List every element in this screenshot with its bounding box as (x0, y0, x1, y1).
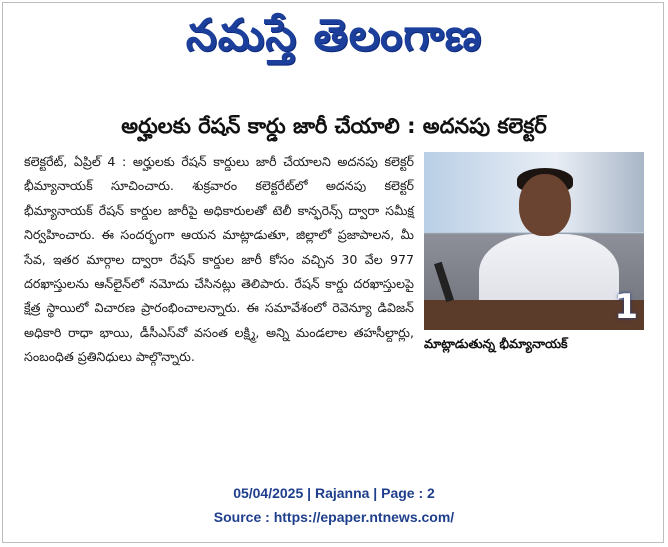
edition-dateline: 05/04/2025 | Rajanna | Page : 2 (233, 485, 435, 501)
article-headline: అర్హులకు రేషన్ కార్డు జారీ చేయాలి : అదనపు కలెక్టర్ (121, 114, 547, 138)
source-link[interactable]: Source : https://epaper.ntnews.com/ (213, 509, 455, 525)
article-photo-block (424, 152, 644, 362)
article-photo (424, 152, 644, 330)
channel-logo: 1 (614, 287, 638, 327)
article-body-block (24, 150, 644, 460)
microphone-icon (434, 262, 454, 303)
article-text: కలెక్టరేట్, ఏప్రిల్ 4 : అర్హులకు రేషన్ కార్డులు జారీ చేయాలని అదనపు కలెక్టర్ భీమ్యానాయక్ సూచించారు. శుక్రవారం కలెక్టరేట్‌లో అదనపు కలెక్టర్ భీమ్యానాయక్ రేషన్ కార్డుల జారీపై అధికారులతో టెలీ కాన్ఫరెన్స్ ద్వారా సమీక్ష నిర్వహించారు. ఈ సందర్భంగా ఆయన మాట్లాడుతూ, జిల్లాలో ప్రజాపాలన, మీ సేవ, ఇతర మార్గాల ద్వారా రేషన్ కార్డుల జారీ కోసం వచ్చిన 30 వేల 977 దరఖాస్తులను ఆన్‌లైన్‌లో నమోదు చేసినట్లు తెలిపారు. రేషన్ కార్డు దరఖాస్తులపై క్షేత్ర స్థాయిలో విచారణ ప్రారంభించాలన్నారు. ఈ సమావేశంలో రెవెన్యూ డివిజన్ అధికారి రాధా భాయి, డీసీఎస్‌వో వసంత లక్ష్మి, అన్ని మండలాల తహసీల్దార్లు, సంబంధిత ప్రతినిధులు పాల్గొన్నారు. (24, 154, 414, 365)
photo-desk (424, 300, 644, 330)
photo-caption: మాట్లాడుతున్న భీమ్యానాయక్ (424, 336, 568, 351)
photo-person-head (519, 174, 571, 236)
newspaper-masthead: నమస్తే తెలంగాణ (185, 10, 483, 61)
